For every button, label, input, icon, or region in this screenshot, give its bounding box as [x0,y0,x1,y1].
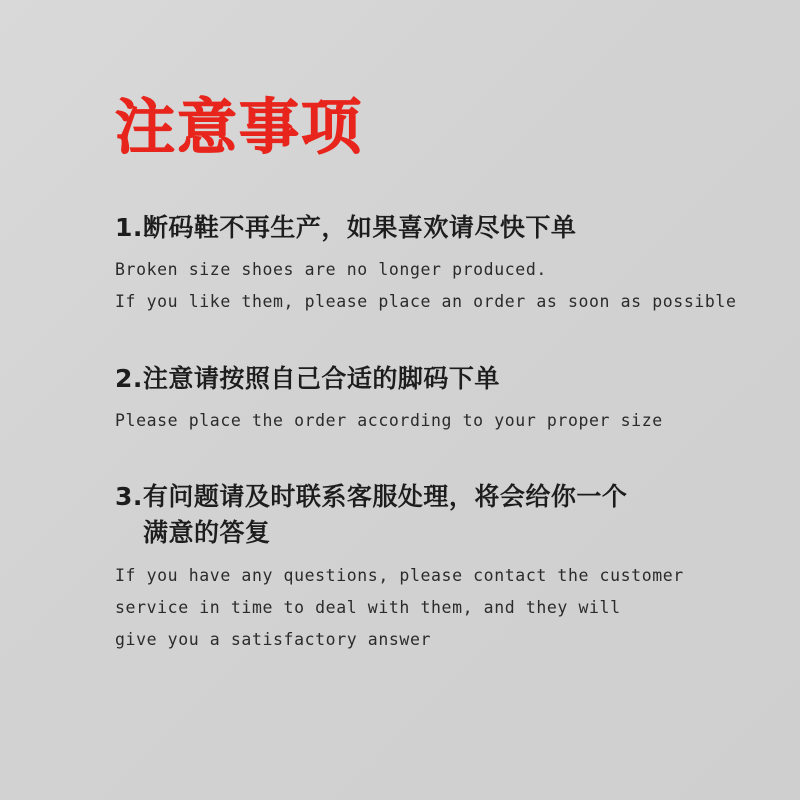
item-3-english-line-3: give you a satisfactory answer [115,629,432,649]
item-3-english-line-2: service in time to deal with them, and they will [115,597,621,617]
item-3-english-line-1: If you have any questions, please contact the customer [115,565,684,585]
item-2-chinese: 2.注意请按照自己合适的脚码下单 [115,363,500,393]
item-1-english [115,254,795,318]
item-1-chinese: 1.断码鞋不再生产，如果喜欢请尽快下单 [115,213,577,242]
notice-list [115,210,800,656]
list-item [115,479,800,656]
item-3-chinese [115,479,715,552]
list-item [115,361,800,437]
page-title: 注意事项 [115,93,363,163]
list-item [115,210,800,319]
item-1-english-line-1: Broken size shoes are no longer produced. [115,260,547,280]
item-2-english-line-1: Please place the order according to your proper size [115,410,663,430]
item-2-english [115,405,795,437]
item-1-english-line-2: If you like them, please place an order as soon as possible [115,292,737,312]
item-3-chinese-line-1: 3.有问题请及时联系客服处理，将会给你一个 [115,482,628,512]
item-3-english [115,560,795,657]
item-3-chinese-line-2: 满意的答复 [143,518,271,548]
